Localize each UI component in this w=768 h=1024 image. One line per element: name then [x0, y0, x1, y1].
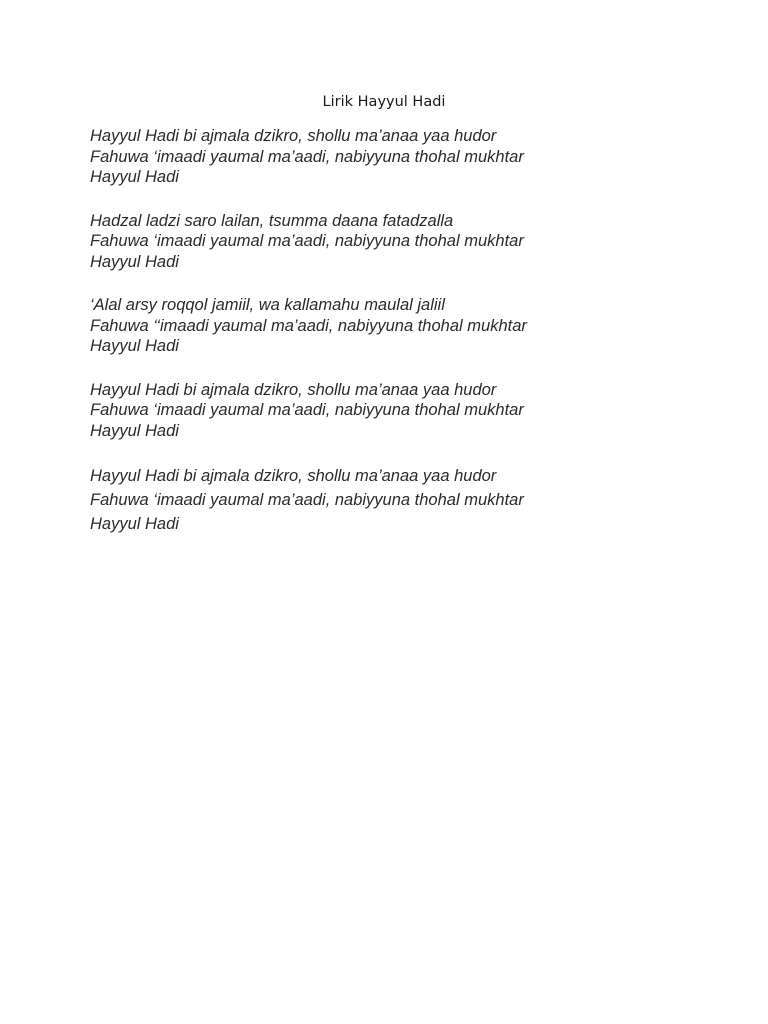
stanza-2 — [90, 211, 710, 273]
lyric-line: Hayyul Hadi bi ajmala dzikro, shollu ma’anaa yaa hudor — [90, 127, 497, 145]
lyric-line: Fahuwa ‘imaadi yaumal ma’aadi, nabiyyuna thohal mukhtar — [90, 401, 524, 419]
lyric-line: Fahuwa ‘imaadi yaumal ma’aadi, nabiyyuna thohal mukhtar — [90, 491, 524, 509]
lyric-line: Hayyul Hadi bi ajmala dzikro, shollu ma’anaa yaa hudor — [90, 380, 497, 399]
lyric-line: Fahuwa ‘‘imaadi yaumal ma’aadi, nabiyyuna thohal mukhtar — [90, 316, 527, 335]
lyric-line: Hayyul Hadi — [90, 421, 179, 440]
stanza-3 — [90, 295, 710, 357]
lyric-line: Fahuwa ‘imaadi yaumal ma’aadi, nabiyyuna thohal mukhtar — [90, 147, 524, 166]
lyric-line: Hayyul Hadi bi ajmala dzikro, shollu ma’anaa yaa hudor — [90, 467, 497, 485]
lyric-line: Hayyul Hadi — [90, 252, 179, 271]
lyric-line: Hadzal ladzi saro lailan, tsumma daana fatadzalla — [90, 211, 454, 230]
document-title: Lirik Hayyul Hadi — [322, 94, 446, 110]
stanza-4 — [90, 380, 710, 442]
stanza-5 — [90, 464, 710, 536]
lyric-line: Hayyul Hadi — [90, 337, 179, 355]
stanza-1 — [90, 126, 710, 188]
lyric-line: ‘Alal arsy roqqol jamiil, wa kallamahu maulal jaliil — [90, 296, 445, 314]
lyric-line: Hayyul Hadi — [90, 515, 179, 533]
lyric-line: Hayyul Hadi — [90, 168, 179, 186]
lyrics-body — [90, 126, 710, 559]
lyric-line: Fahuwa ‘imaadi yaumal ma’aadi, nabiyyuna thohal mukhtar — [90, 232, 524, 250]
